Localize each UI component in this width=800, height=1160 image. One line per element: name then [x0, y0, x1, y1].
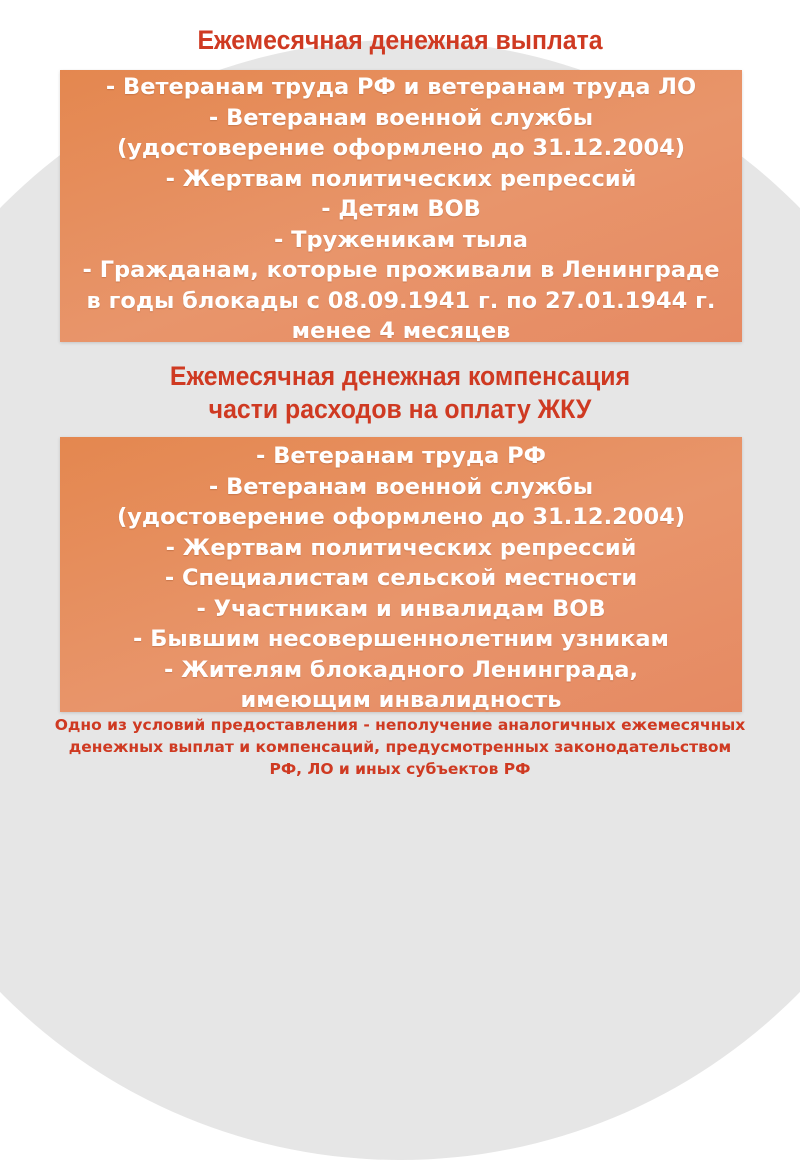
list-item: - Ветеранам военной службы: [208, 104, 594, 131]
list-item: - Ветеранам труда РФ и ветеранам труда ЛО: [105, 74, 697, 100]
list-item: (удостоверение оформлено до 31.12.2004): [116, 135, 686, 161]
list-item: - Ветеранам военной службы: [208, 473, 594, 500]
footer-note-line3: РФ, ЛО и иных субъектов РФ: [269, 760, 531, 778]
list-item: менее 4 месяцев: [291, 318, 511, 344]
footer-note-line1: Одно из условий предоставления - неполучение аналогичных ежемесячных: [54, 716, 746, 734]
section2-title-line2: части расходов на оплату ЖКУ: [208, 394, 592, 424]
section1-box: [60, 70, 742, 342]
list-item: имеющим инвалидность: [240, 687, 562, 713]
list-item: - Специалистам сельской местности: [164, 565, 638, 591]
section1-list: [60, 70, 742, 347]
section2-title: [32, 360, 768, 426]
list-item: - Детям ВОВ: [321, 196, 481, 222]
section1-title: [32, 24, 768, 57]
list-item: - Жертвам политических репрессий: [165, 534, 637, 561]
list-item: - Гражданам, которые проживали в Ленинграде: [82, 257, 720, 283]
footer-note: [0, 714, 800, 780]
list-item: - Жителям блокадного Ленинграда,: [163, 656, 638, 683]
list-item: - Ветеранам труда РФ: [256, 443, 546, 469]
list-item: - Бывшим несовершеннолетним узникам: [133, 626, 669, 652]
footer-note-line2: денежных выплат и компенсаций, предусмотренных законодательством: [68, 738, 732, 756]
section1-title-text: Ежемесячная денежная выплата: [197, 25, 603, 55]
list-item: (удостоверение оформлено до 31.12.2004): [116, 504, 686, 530]
section2-list: [60, 437, 742, 716]
list-item: - Жертвам политических репрессий: [165, 165, 637, 192]
list-item: в годы блокады с 08.09.1941 г. по 27.01.1944 г.: [86, 287, 716, 314]
section2-box: [60, 437, 742, 712]
section2-title-line1: Ежемесячная денежная компенсация: [169, 361, 631, 391]
list-item: - Участникам и инвалидам ВОВ: [196, 595, 606, 622]
list-item: - Труженикам тыла: [274, 226, 528, 253]
